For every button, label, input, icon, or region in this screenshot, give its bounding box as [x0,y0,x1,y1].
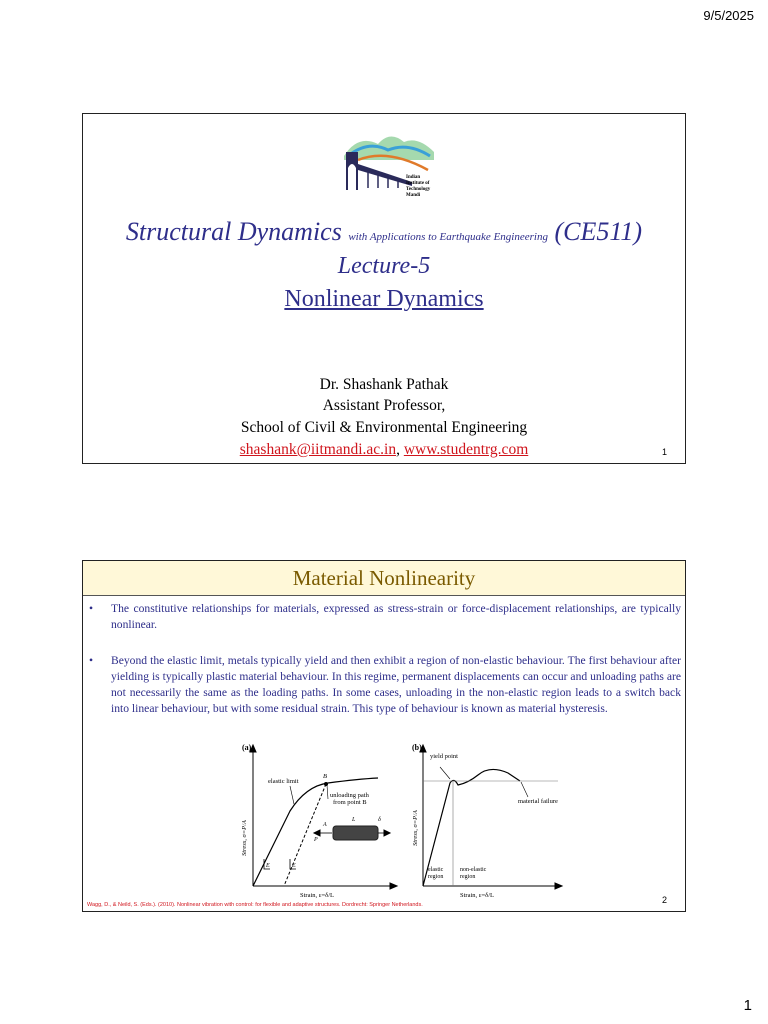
modulus-label-2: E [292,863,296,869]
slide-number: 2 [661,895,667,905]
course-title-main: Structural Dynamics [125,217,342,246]
bullet-text: Beyond the elastic limit, metals typically yield and then exhibit a region of non-elastic behaviour. The first behaviour after yielding is typically plastic material behaviour. In this regime, permanent displacements can occur and unloading paths are not necessarily the same as the loading paths. In some cases, unloading in the non-elastic region leads to a switch back into linear behaviour, but with some residual strain. This type of behaviour is known as material hysteresis. [111,654,681,715]
slide-number: 1 [661,447,667,457]
nonelastic-region-label-1: non-elastic [460,867,487,873]
logo-line-4: Mandi [406,193,421,198]
slide-title: Material Nonlinearity [83,561,685,596]
panel-a-ylabel: Stress, σ=P/A [241,820,248,856]
author-school: School of Civil & Environmental Engineering [240,419,528,436]
stress-strain-figure [228,741,568,899]
yield-point-label: yield point [430,753,458,760]
bullet-text: The constitutive relationships for materials, expressed as stress-strain or force-displacement relationships, are typically nonlinear. [111,602,681,631]
panel-a [250,745,397,889]
page-number: 1 [743,997,752,1014]
unloading-label-1: unloading path [330,792,369,799]
delta-label: δ [378,817,381,823]
course-title [83,217,685,247]
author-name: Dr. Shashank Pathak [319,376,449,393]
lecture-number: Lecture-5 [337,253,431,279]
point-b-label: B [323,773,327,780]
panel-a-label: (a) [242,743,252,752]
lecture-topic: Nonlinear Dynamics [284,286,484,312]
bullet-symbol: • [89,602,94,615]
point-b-marker [324,782,328,786]
length-l-label: L [352,817,356,823]
iit-mandi-logo [338,130,438,198]
material-failure-label: material failure [518,798,558,805]
print-date: 9/5/2025 [703,8,754,23]
website-link[interactable]: www.studentrg.com [403,441,529,458]
panel-a-xlabel: Strain, ε=δ/L [300,892,335,899]
logo-line-1: Indian [406,175,421,180]
slide-2 [82,560,686,912]
course-subtitle: with Applications to Earthquake Engineering [348,231,548,243]
elastic-region-label-1: elastic [428,867,444,873]
course-code: (CE511) [554,217,643,246]
load-p-label: P [314,837,318,843]
panel-b-ylabel: Stress, σ=P/A [412,810,419,846]
logo-line-3: Technology [406,187,431,192]
elastic-region-label-2: region [428,874,444,880]
reference-citation: Wagg, D., & Neild, S. (Eds.). (2010). Nonlinear vibration with control: for flexible and adaptive structures. Dordrecht: Springer Netherlands. [87,902,423,908]
point-a-label: A [323,822,327,828]
modulus-label-1: E [266,863,270,869]
contact-line [83,441,685,459]
slide-1 [82,113,686,464]
email-link[interactable]: shashank@iitmandi.ac.in [239,441,397,458]
panel-b-label: (b) [412,743,422,752]
nonelastic-region-label-2: region [460,874,476,880]
panel-b-xlabel: Strain, ε=δ/L [460,892,495,899]
author-position: Assistant Professor, [322,397,446,414]
contact-separator: , [396,441,400,458]
bullet-symbol: • [89,654,94,667]
logo-line-2: Institute of [406,181,430,186]
bullet-item [89,653,681,739]
bullet-item [89,601,681,635]
unloading-label-2: from point B [333,799,367,806]
elastic-limit-label: elastic limit [268,778,299,785]
